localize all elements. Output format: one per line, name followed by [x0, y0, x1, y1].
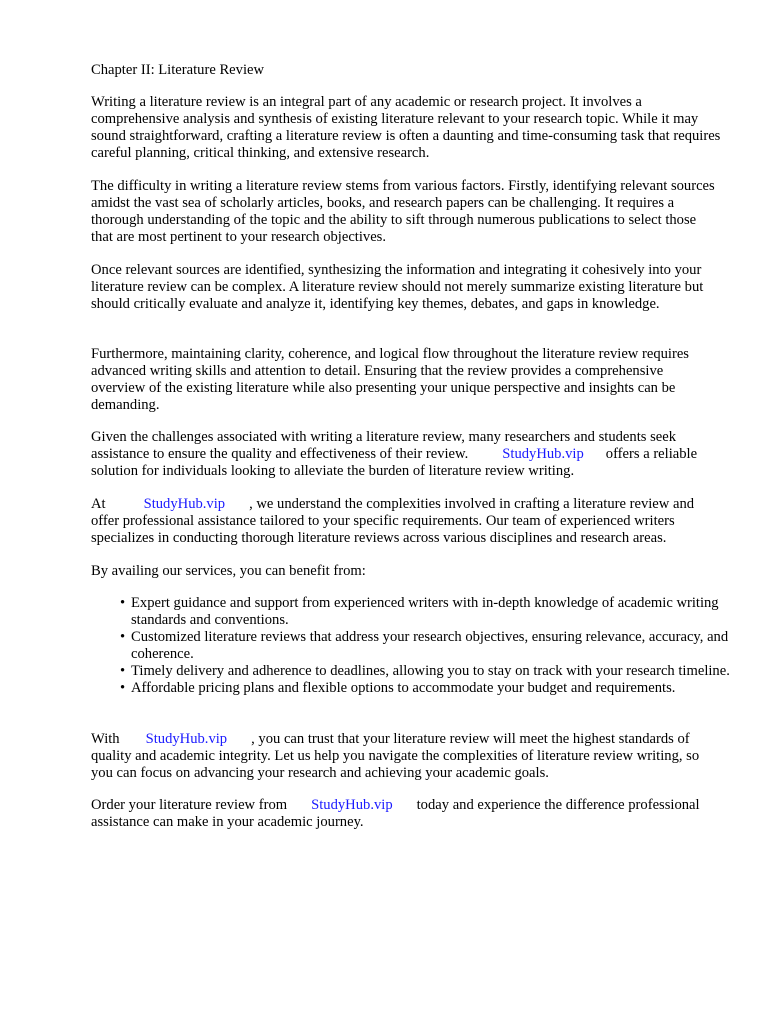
- benefits-list: [91, 595, 731, 697]
- paragraph-challenges: [91, 429, 721, 480]
- paragraph-intro: Writing a literature review is an integral part of any academic or research project. It involves a comprehensive analysis and synthesis of existing literature relevant to your research topic. While it may sound straightforward, crafting a literature review is often a daunting and time-consuming task that requires careful planning, critical thinking, and extensive research.: [91, 94, 721, 161]
- list-item-text: Expert guidance and support from experienced writers with in-depth knowledge of academic writing standards and conventions.: [131, 595, 719, 628]
- studyhub-link[interactable]: StudyHub.vip: [143, 496, 226, 512]
- list-item: [91, 629, 731, 663]
- paragraph-order-text: Order your literature review from: [91, 797, 288, 813]
- bullet-icon: •: [120, 663, 126, 679]
- studyhub-link[interactable]: StudyHub.vip: [311, 797, 393, 813]
- list-item-text: Customized literature reviews that address your research objectives, ensuring relevance, accuracy, and coherence.: [131, 629, 729, 662]
- paragraph-clarity: Furthermore, maintaining clarity, coherence, and logical flow throughout the literature review requires advanced writing skills and attention to detail. Ensuring that the review provides a comprehensive overview of the existing literature while also presenting your unique perspective and insights can be demanding.: [91, 346, 689, 413]
- paragraph-benefits-intro: By availing our services, you can benefit from:: [91, 563, 366, 579]
- paragraph-order-text-end: today and experience the difference professional assistance can make in your academic journey.: [91, 797, 700, 830]
- list-item: [91, 680, 731, 697]
- paragraph-trust-text-end: , you can trust that your literature review will meet the highest standards of quality and academic integrity. Let us help you navigate the complexities of literature review writing, so you can focus on advancing your research and achieving your academic goals.: [91, 731, 700, 781]
- paragraph-about-text: At: [91, 496, 106, 512]
- paragraph-about-text-end: , we understand the complexities involved in crafting a literature review and offer professional assistance tailored to your specific requirements. Our team of experienced writers specializes in conducting thorough literature reviews across various disciplines and research areas.: [91, 496, 695, 546]
- studyhub-link[interactable]: StudyHub.vip: [502, 446, 584, 462]
- paragraph-trust: [91, 731, 721, 782]
- list-item-text: Timely delivery and adherence to deadlines, allowing you to stay on track with your research timeline.: [131, 663, 730, 679]
- bullet-icon: •: [120, 680, 126, 696]
- paragraph-challenges-text: Given the challenges associated with writing a literature review, many researchers and students seek assistance to ensure the quality and effectiveness of their review.: [91, 429, 677, 462]
- bullet-icon: •: [120, 595, 126, 611]
- bullet-icon: •: [120, 629, 126, 645]
- list-item-text: Affordable pricing plans and flexible options to accommodate your budget and requirements.: [131, 680, 676, 696]
- paragraph-synthesis: Once relevant sources are identified, synthesizing the information and integrating it cohesively into your literature review can be complex. A literature review should not merely summarize existing literature but should critically evaluate and analyze it, identifying key themes, debates, and gaps in knowledge.: [91, 262, 704, 312]
- paragraph-challenges-text-end: offers a reliable solution for individuals looking to alleviate the burden of literature review writing.: [91, 446, 698, 479]
- paragraph-about: [91, 496, 721, 547]
- paragraph-trust-text: With: [91, 731, 120, 747]
- paragraph-difficulty: The difficulty in writing a literature review stems from various factors. Firstly, identifying relevant sources amidst the vast sea of scholarly articles, books, and research papers can be challenging. It requires a thorough understanding of the topic and the ability to sift through numerous publications to select those that are most pertinent to your research objectives.: [91, 178, 715, 245]
- paragraph-order: [91, 797, 721, 831]
- list-item: [91, 595, 731, 629]
- studyhub-link[interactable]: StudyHub.vip: [145, 731, 228, 747]
- chapter-heading: Chapter II: Literature Review: [91, 62, 265, 78]
- list-item: [91, 663, 731, 680]
